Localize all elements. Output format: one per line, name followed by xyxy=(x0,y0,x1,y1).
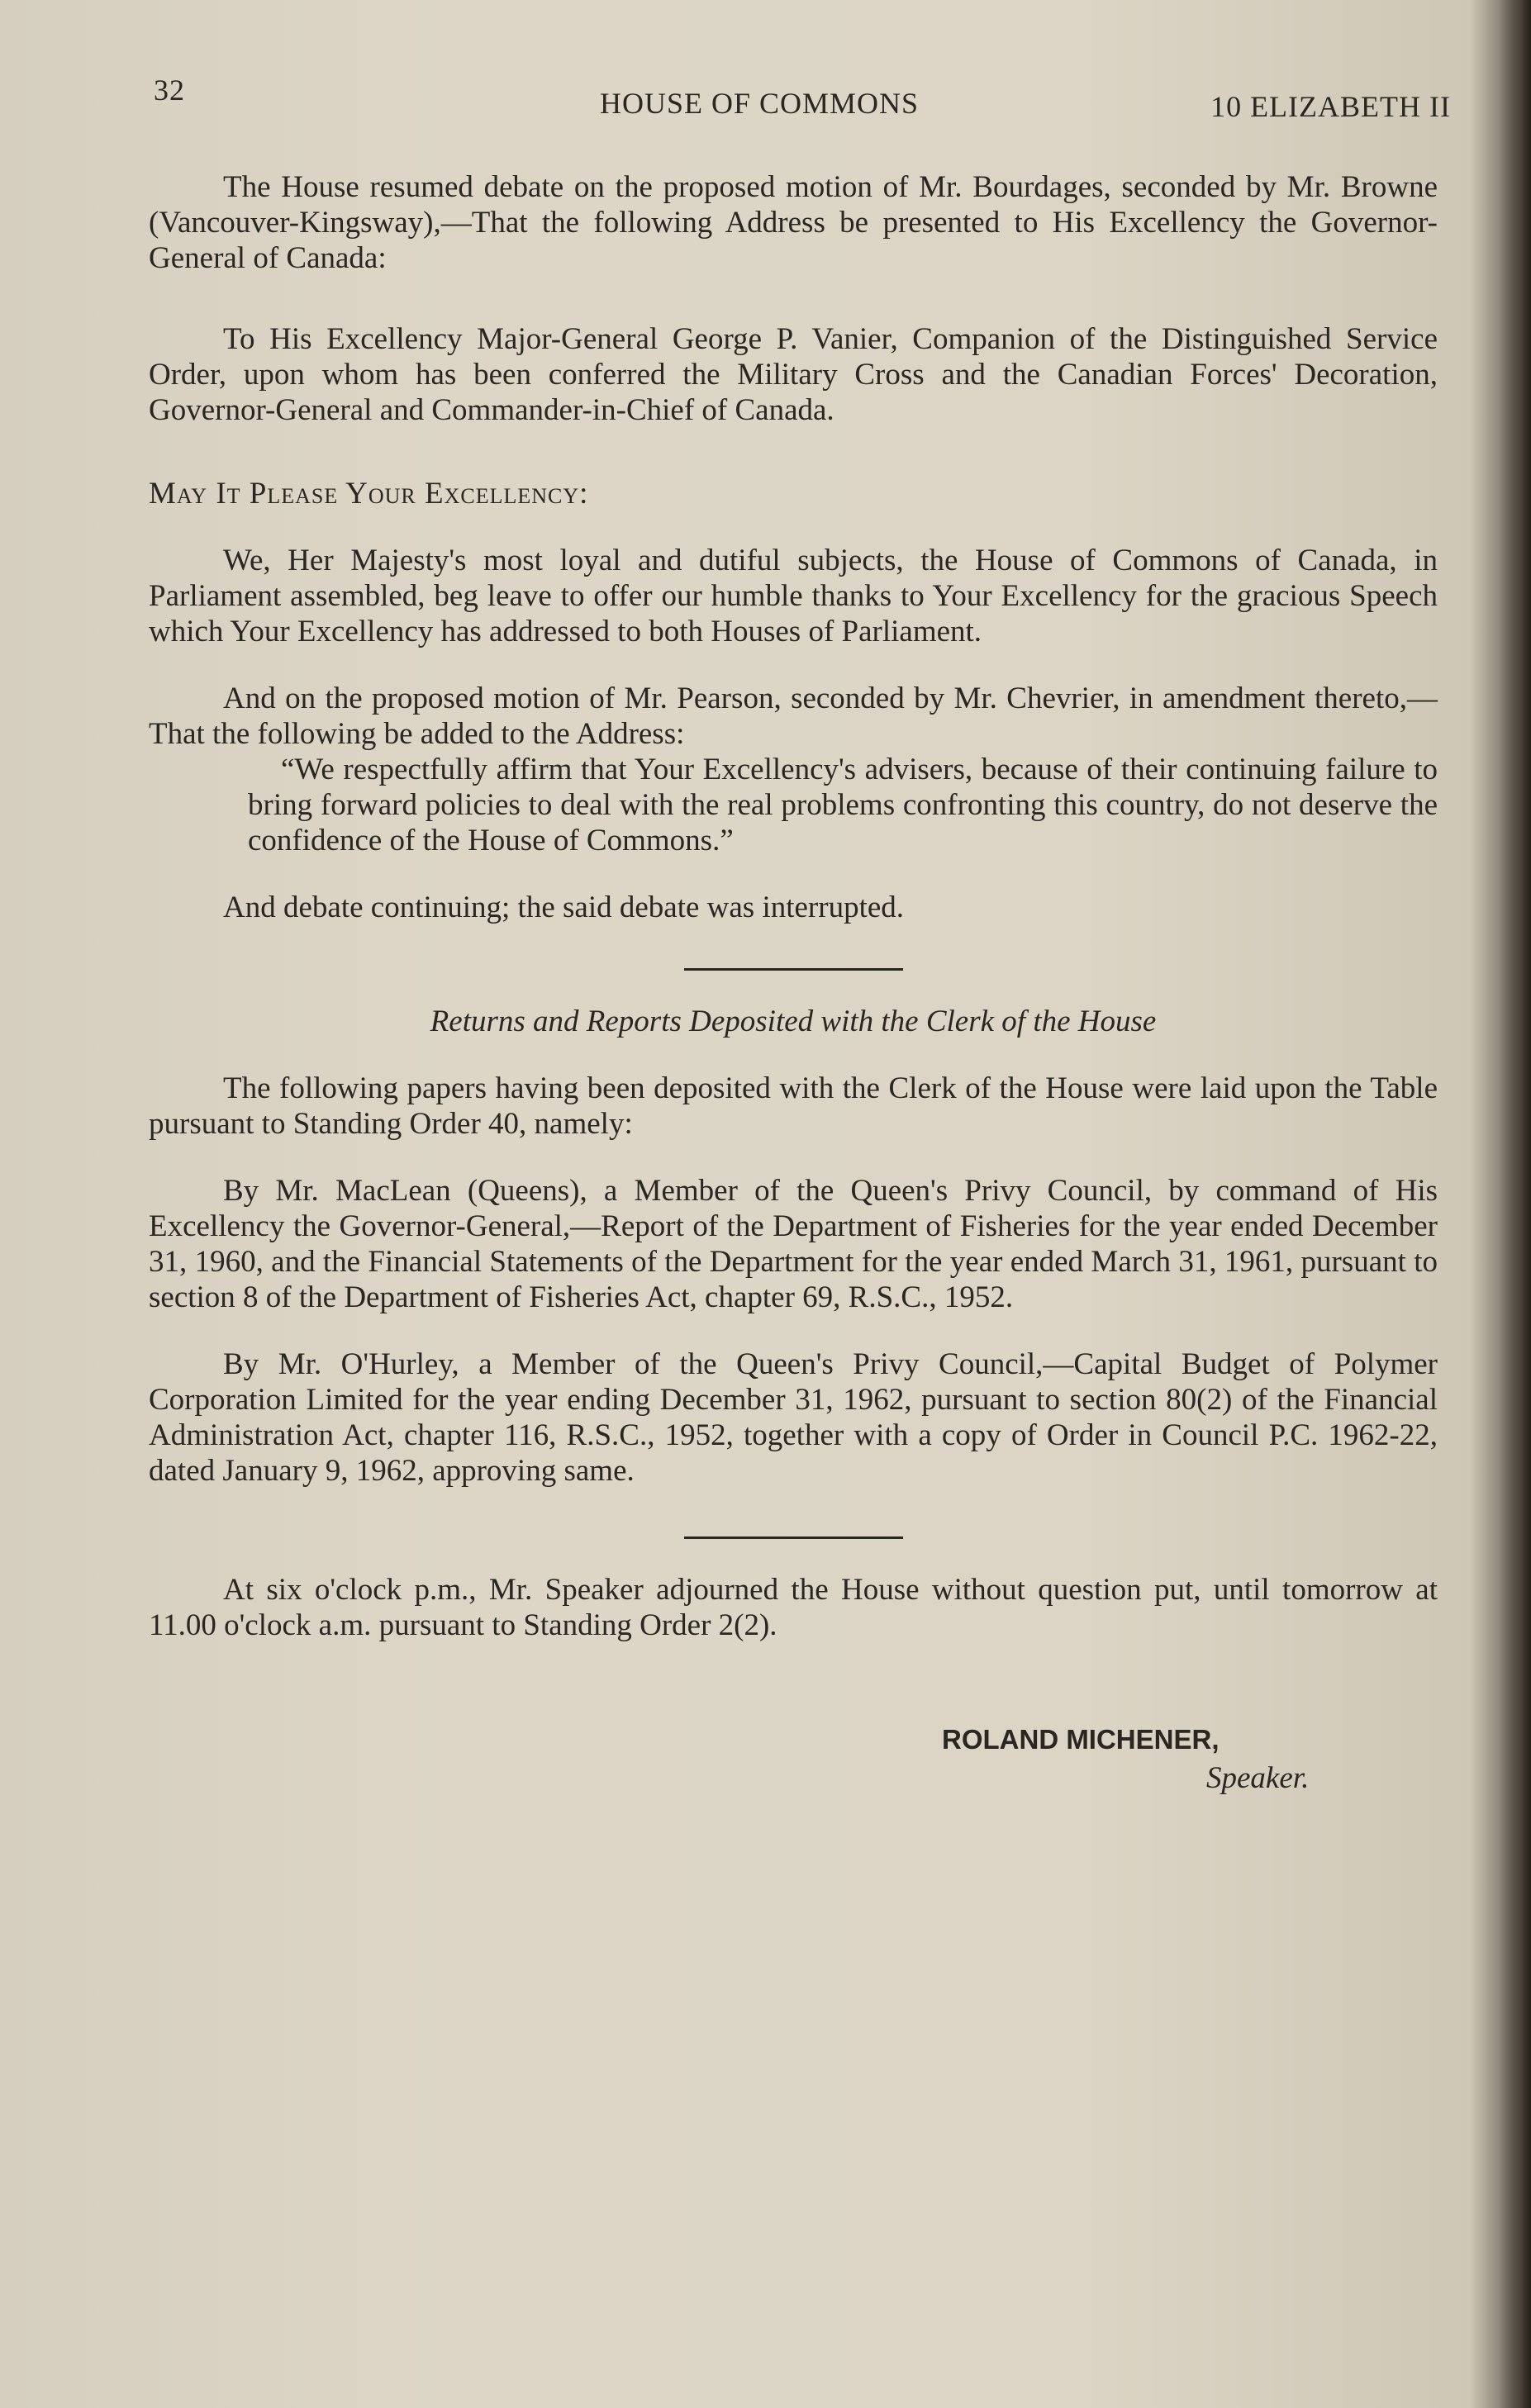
amendment-quote: “We respectfully affirm that Your Excellency's advisers, because of their continuing failure to bring forward policies to deal with the real problems confronting this country, do not deserve the confidence of the House of Commons.” xyxy=(248,753,1438,857)
page-body xyxy=(149,169,1438,1796)
page-number: 32 xyxy=(154,74,185,107)
section-divider xyxy=(684,968,903,971)
running-title: HOUSE OF COMMONS xyxy=(600,87,920,120)
regnal-year: 10 ELIZABETH II xyxy=(1210,90,1451,123)
salutation: May It Please Your Excellency: xyxy=(149,477,589,511)
page-header xyxy=(154,73,1451,122)
paragraph-amendment: And on the proposed motion of Mr. Pearson, seconded by Mr. Chevrier, in amendment thereto,—That the following be added to the Address: xyxy=(149,682,1438,751)
paragraph-debate-interrupted: And debate continuing; the said debate was interrupted. xyxy=(223,891,905,924)
section-heading-returns: Returns and Reports Deposited with the Clerk of the House xyxy=(430,1005,1157,1038)
paragraph-maclean-report: By Mr. MacLean (Queens), a Member of the Queen's Privy Council, by command of His Excellency the Governor-General,—Report of the Department of Fisheries for the year ended December 31, 1960, and the Financial Statements of the Department for the year ended March 31, 1961, pursuant to section 8 of the Department of Fisheries Act, chapter 69, R.S.C., 1952. xyxy=(149,1174,1438,1314)
paragraph-address-to-governor: To His Excellency Major-General George P. Vanier, Companion of the Distinguished Service Order, upon whom has been conferred the Military Cross and the Canadian Forces' Decoration, Governor-General and Commander-in-Chief of Canada. xyxy=(149,322,1438,427)
paragraph-ohurley-budget: By Mr. O'Hurley, a Member of the Queen's Privy Council,—Capital Budget of Polymer Corporation Limited for the year ending December 31, 1962, pursuant to section 80(2) of the Financial Administration Act, chapter 116, R.S.C., 1952, together with a copy of Order in Council P.C. 1962-22, dated January 9, 1962, approving same. xyxy=(149,1347,1438,1488)
signature-name: ROLAND MICHENER, xyxy=(942,1724,1220,1755)
paragraph-loyal-subjects: We, Her Majesty's most loyal and dutiful subjects, the House of Commons of Canada, in Parliament assembled, beg leave to offer our humble thanks to Your Excellency for the gracious Speech which Your Excellency has addressed to both Houses of Parliament. xyxy=(149,544,1438,648)
paragraph-adjournment: At six o'clock p.m., Mr. Speaker adjourned the House without question put, until tomorrow at 11.00 o'clock a.m. pursuant to Standing Order 2(2). xyxy=(149,1573,1438,1642)
binding-shadow xyxy=(1498,0,1531,2408)
signature-title: Speaker. xyxy=(1206,1761,1310,1795)
paragraph-resumed-debate: The House resumed debate on the proposed motion of Mr. Bourdages, seconded by Mr. Browne (Vancouver-Kingsway),—That the following Address be presented to His Excellency the Governor-General of Canada: xyxy=(149,170,1438,275)
section-divider xyxy=(684,1536,903,1539)
paragraph-papers-deposited: The following papers having been deposited with the Clerk of the House were laid upon the Table pursuant to Standing Order 40, namely: xyxy=(149,1071,1438,1141)
